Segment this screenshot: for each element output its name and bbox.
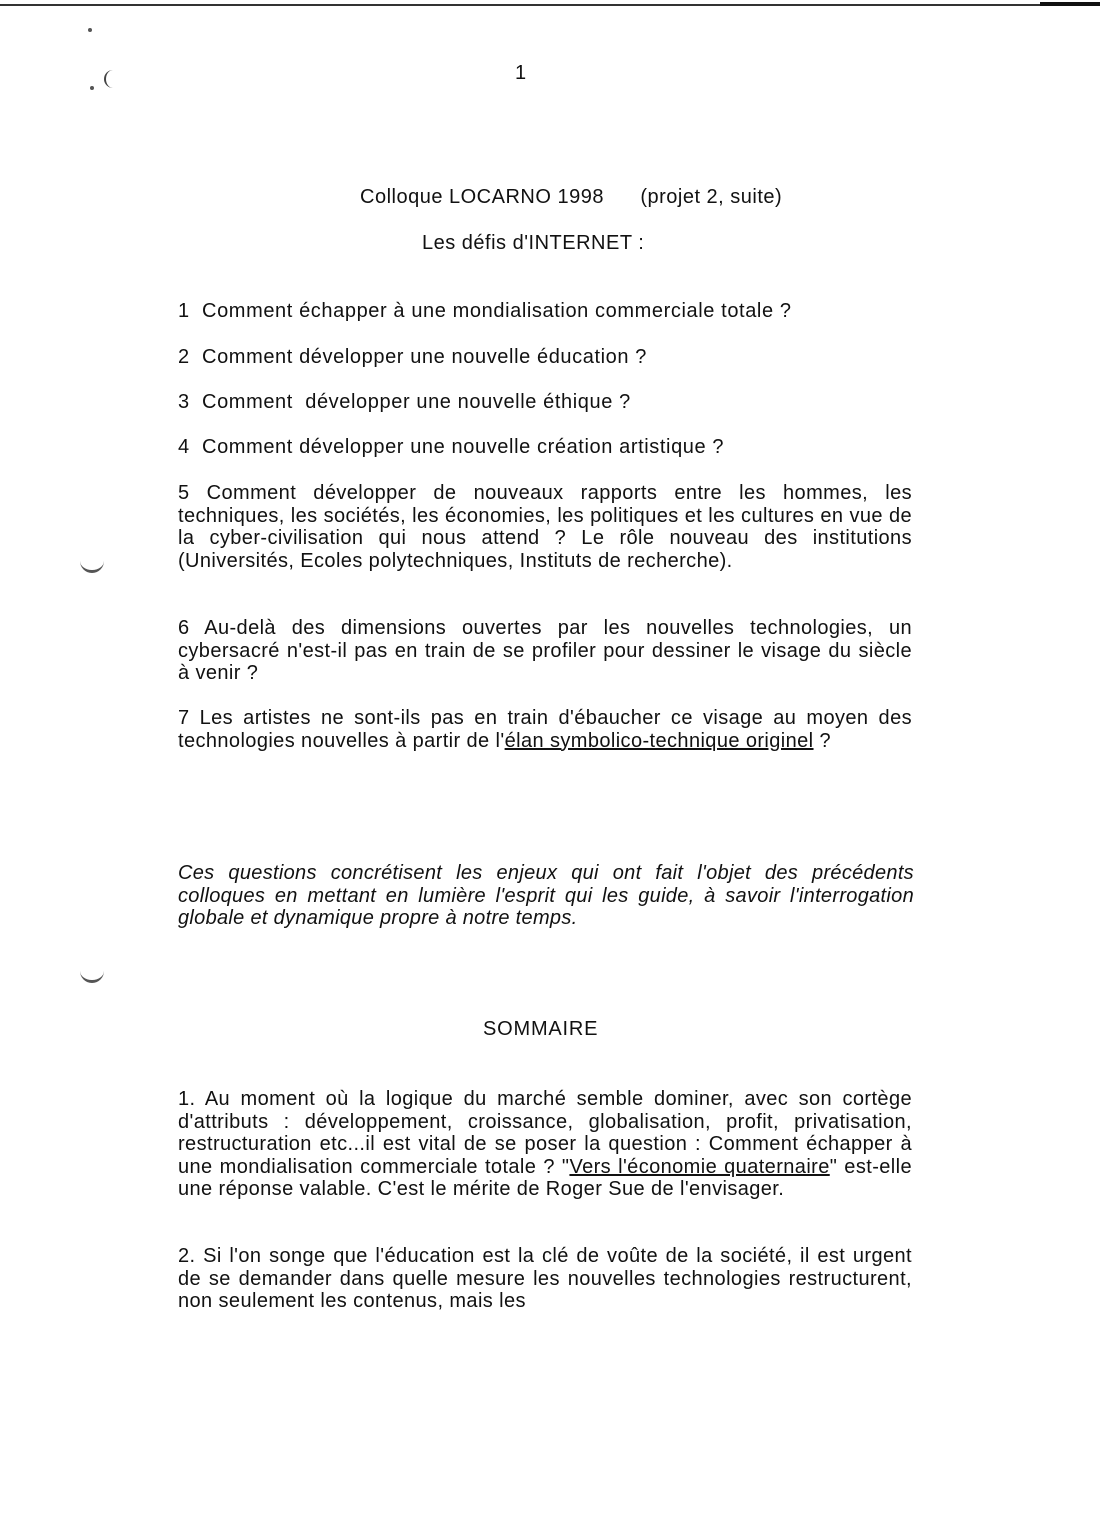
- scan-speck: [90, 86, 94, 90]
- sommaire-item-1: [178, 1088, 912, 1201]
- question-7-end: ?: [813, 729, 832, 752]
- scan-speck: [88, 28, 92, 32]
- question-7-text: 7 Les artistes ne sont-ils pas en train d'ébaucher ce visage au moyen des technologies nouvelles à partir de l': [178, 707, 912, 752]
- top-scan-edge: [0, 4, 1100, 6]
- title-suffix: (projet 2, suite): [640, 186, 783, 208]
- sommaire-item-2: 2. Si l'on songe que l'éducation est la clé de voûte de la société, il est urgent de se demander dans quelle mesure les nouvelles technologies restructurent, non seulement les contenus, mais les: [178, 1245, 912, 1312]
- intro-paragraph: Ces questions concrétisent les enjeux qui ont fait l'objet des précédents colloques en mettant en lumière l'esprit qui les guide, à savoir l'interrogation globale et dynamique propre à notre temps.: [178, 862, 914, 929]
- question-item: 4 Comment développer une nouvelle création artistique ?: [178, 436, 725, 458]
- underlined-title: Vers l'économie quaternaire: [569, 1155, 830, 1178]
- question-item-6: 6 Au-delà des dimensions ouvertes par les nouvelles technologies, un cybersacré n'est-il pas en train de se profiler pour dessiner le visage du siècle à venir ?: [178, 617, 912, 684]
- question-item: 3 Comment développer une nouvelle éthique ?: [178, 391, 631, 413]
- top-scan-edge-dark: [1040, 2, 1100, 6]
- binder-hole-mark: [104, 70, 114, 88]
- question-item: 1 Comment échapper à une mondialisation commerciale totale ?: [178, 300, 792, 322]
- binder-hole-mark: [80, 966, 104, 983]
- question-item-7: [178, 707, 912, 752]
- sommaire-1-end: " est-elle une réponse valable. C'est le mérite de Roger Sue de l'envisager.: [178, 1155, 912, 1200]
- document-subtitle: Les défis d'INTERNET :: [422, 232, 645, 254]
- document-title: [360, 186, 782, 209]
- underlined-phrase: élan symbolico-technique originel: [504, 729, 814, 752]
- page-number: 1: [515, 62, 527, 84]
- question-item-5: 5 Comment développer de nouveaux rapports entre les hommes, les techniques, les sociétés, les économies, les politiques et les cultures en vue de la cyber-civilisation qui nous attend ? Le rôle nouveau des institutions (Universités, Ecoles polytechniques, Instituts de recherche).: [178, 482, 912, 572]
- title-text: Colloque LOCARNO 1998: [360, 186, 604, 208]
- binder-hole-mark: [80, 556, 104, 573]
- sommaire-heading: SOMMAIRE: [483, 1018, 599, 1040]
- sommaire-1-text: 1. Au moment où la logique du marché semble dominer, avec son cortège d'attributs : développement, croissance, globalisation, profit, privatisation, restructuration etc...il est vital de se poser la question : Comment échapper à une mondialisation commerciale totale ? ": [178, 1088, 912, 1178]
- question-item: 2 Comment développer une nouvelle éducation ?: [178, 346, 648, 368]
